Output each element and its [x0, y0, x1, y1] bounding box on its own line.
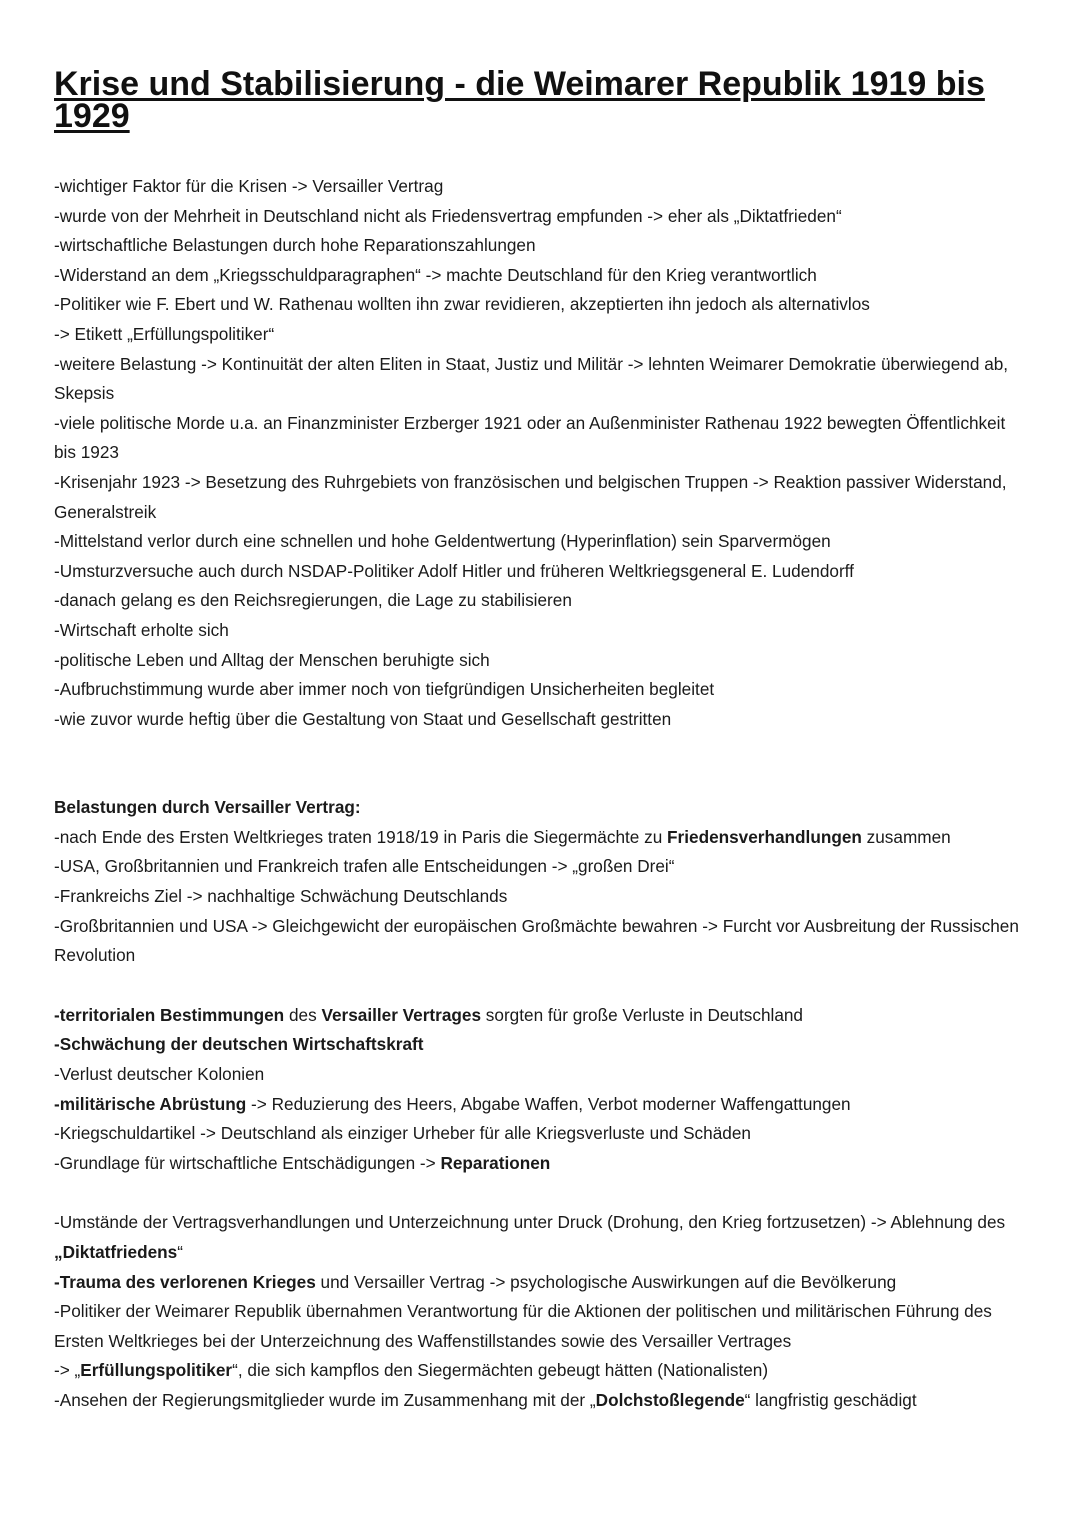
note-line: -weitere Belastung -> Kontinuität der alten Eliten in Staat, Justiz und Militär -> lehnten Weimarer Demokratie überwiegend ab, Skepsis	[54, 353, 1009, 404]
section-heading: Belastungen durch Versailler Vertrag:	[54, 797, 361, 818]
note-line	[54, 1268, 1024, 1298]
bold-term: militärische Abrüstung	[59, 1093, 247, 1114]
note-line	[54, 1090, 1024, 1120]
note-line	[54, 1001, 1024, 1031]
note-line: -Wirtschaft erholte sich	[54, 619, 229, 640]
note-line: -wie zuvor wurde heftig über die Gestaltung von Staat und Gesellschaft gestritten	[54, 708, 672, 729]
spacer	[54, 1178, 1024, 1208]
note-line: -Mittelstand verlor durch eine schnellen und hohe Geldentwertung (Hyperinflation) sein Sparvermögen	[54, 531, 831, 552]
line-text: -	[54, 1034, 60, 1055]
bold-term: Schwächung der deutschen Wirtschaftskraft	[59, 1034, 424, 1055]
note-line: -politische Leben und Alltag der Menschen beruhigte sich	[54, 649, 490, 670]
section-terms	[54, 1001, 1024, 1179]
section-consequences	[54, 1208, 1024, 1415]
line-text: des	[284, 1004, 322, 1025]
line-text: -> Reduzierung des Heers, Abgabe Waffen, Verbot moderner Waffengattungen	[246, 1093, 851, 1114]
note-line: -Krisenjahr 1923 -> Besetzung des Ruhrgebiets von französischen und belgischen Truppen -> Reaktion passiver Widerstand, Generalstreik	[54, 471, 1007, 522]
note-line: -Verlust deutscher Kolonien	[54, 1064, 265, 1085]
line-text: sorgten für große Verluste in Deutschland	[481, 1004, 803, 1025]
note-line	[54, 1356, 1024, 1386]
note-line: -Widerstand an dem „Kriegsschuldparagraphen“ -> machte Deutschland für den Krieg verantwortlich	[54, 264, 817, 285]
document-page	[54, 65, 1024, 1416]
line-text: -Umstände der Vertragsverhandlungen und Unterzeichnung unter Druck (Drohung, den Krieg fortzusetzen) -> Ablehnung des	[54, 1212, 1006, 1233]
line-text: “	[177, 1242, 183, 1262]
line-text: -Ansehen der Regierungsmitglieder wurde im Zusammenhang mit der „	[54, 1389, 596, 1410]
spacer	[54, 734, 1024, 793]
bold-term: Versailler Vertrages	[321, 1004, 482, 1025]
note-line	[54, 1208, 1024, 1267]
note-line	[54, 1386, 1024, 1416]
note-line: -Politiker wie F. Ebert und W. Rathenau wollten ihn zwar revidieren, akzeptierten ihn jedoch als alternativlos	[54, 294, 870, 315]
line-text: -> „	[54, 1360, 81, 1381]
intro-notes	[54, 172, 1024, 734]
note-line: -Kriegschuldartikel -> Deutschland als einziger Urheber für alle Kriegsverluste und Schäden	[54, 1123, 751, 1144]
bold-term: „Diktatfriedens	[54, 1242, 178, 1262]
note-line: -Frankreichs Ziel -> nachhaltige Schwächung Deutschlands	[54, 886, 508, 907]
line-text: “, die sich kampflos den Siegermächten gebeugt hätten (Nationalisten)	[232, 1360, 769, 1381]
note-line: -Politiker der Weimarer Republik übernahmen Verantwortung für die Aktionen der politischen und militärischen Führung des Ersten Weltkrieges bei der Unterzeichnung des Waffenstillstandes sowie des Versailler Vertrages	[54, 1301, 992, 1351]
line-text: und Versailler Vertrag -> psychologische Auswirkungen auf die Bevölkerung	[315, 1271, 897, 1292]
bold-term: Dolchstoßlegende	[595, 1389, 745, 1410]
line-text: -Grundlage für wirtschaftliche Entschädigungen ->	[54, 1152, 441, 1173]
line-text: -nach Ende des Ersten Weltkrieges traten 1918/19 in Paris die Siegermächte zu	[54, 826, 668, 847]
note-line	[54, 823, 1024, 853]
note-line: -wichtiger Faktor für die Krisen -> Versailler Vertrag	[54, 176, 444, 196]
line-text: zusammen	[861, 826, 951, 847]
note-line: -viele politische Morde u.a. an Finanzminister Erzberger 1921 oder an Außenminister Rathenau 1922 bewegten Öffentlichkeit bis 1923	[54, 412, 1006, 463]
note-line: -Aufbruchstimmung wurde aber immer noch von tiefgründigen Unsicherheiten begleitet	[54, 679, 715, 700]
note-line: -Umsturzversuche auch durch NSDAP-Politiker Adolf Hitler und früheren Weltkriegsgeneral E. Ludendorff	[54, 560, 854, 581]
note-line: -wirtschaftliche Belastungen durch hohe Reparationszahlungen	[54, 235, 536, 256]
spacer	[54, 971, 1024, 1001]
note-line: -Großbritannien und USA -> Gleichgewicht der europäischen Großmächte bewahren -> Furcht vor Ausbreitung der Russischen Revolution	[54, 915, 1019, 966]
note-line	[54, 1030, 1024, 1060]
note-line: -wurde von der Mehrheit in Deutschland nicht als Friedensvertrag empfunden -> eher als „Diktatfrieden“	[54, 205, 842, 226]
bold-term: Erfüllungspolitiker	[80, 1360, 233, 1381]
page-title: Krise und Stabilisierung - die Weimarer Republik 1919 bis 1929	[54, 65, 985, 135]
line-text: -	[54, 1004, 60, 1025]
line-text: -	[54, 1093, 60, 1114]
bold-term: Trauma des verlorenen Krieges	[59, 1271, 316, 1292]
note-line	[54, 1149, 1024, 1179]
bold-term: Reparationen	[440, 1152, 551, 1173]
section-versailles	[54, 793, 1024, 971]
bold-term: Friedensverhandlungen	[667, 826, 862, 847]
bold-term: territorialen Bestimmungen	[59, 1004, 285, 1025]
line-text: “ langfristig geschädigt	[744, 1389, 917, 1410]
note-line: -danach gelang es den Reichsregierungen, die Lage zu stabilisieren	[54, 590, 572, 611]
note-line: -> Etikett „Erfüllungspolitiker“	[54, 323, 275, 344]
note-line: -USA, Großbritannien und Frankreich trafen alle Entscheidungen -> „großen Drei“	[54, 856, 675, 877]
line-text: -	[54, 1271, 60, 1292]
